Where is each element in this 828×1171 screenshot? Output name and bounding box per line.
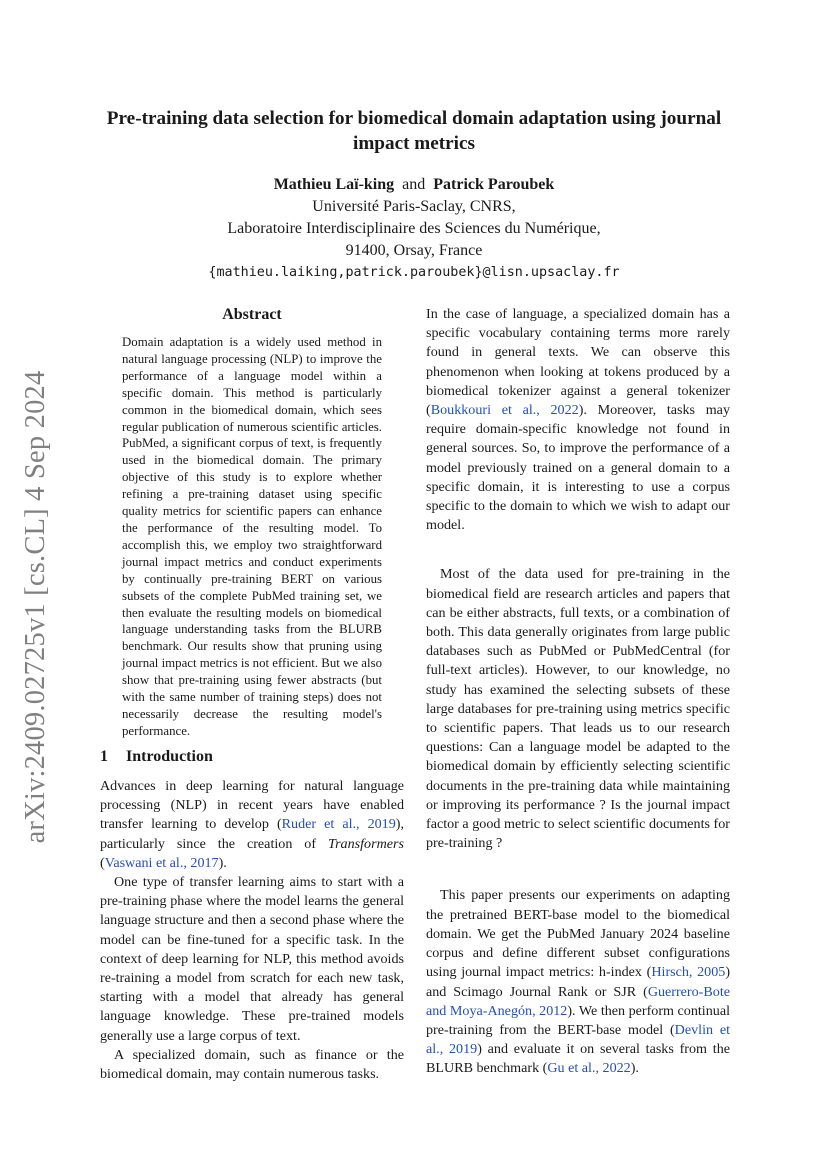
citation-link[interactable]: Ruder et al., 2019 — [281, 816, 396, 833]
intro-paragraph-3: A specialized domain, such as finance or the biomedical domain, may contain numerous tasks. — [100, 1046, 404, 1083]
author-1: Mathieu Laï-king — [273, 176, 395, 193]
author-2: Patrick Paroubek — [433, 176, 555, 193]
abstract-paragraph: Domain adaptation is a widely used method in natural language processing (NLP) to improve the performance of a language model within a specific domain. This method is particularly common in the biomedical domain, which sees regular publication of numerous scientific articles. PubMed, a significant corpus of text, is frequently used in the biomedical domain. The primary objective of this study is to explore whether refining a pre-training dataset using specific quality metrics for scientific papers can enhance the performance of the resulting model. To accomplish this, we employ two straightforward journal impact metrics and conduct experiments by continually pre-training BERT on various subsets of the complete PubMed training set, we then evaluate the resulting models on biomedical language understanding tasks from the BLURB benchmark. Our results show that pruning using journal impact metrics is not efficient. But we also show that pre-training using fewer abstracts (but with the same number of training steps) does not necessarily decrease the resulting model's performance. — [122, 335, 382, 738]
text-run: ) and Scimago Journal Rank or SJR ( — [426, 964, 731, 1000]
author-conjunction: and — [402, 176, 426, 193]
text-run: ). — [218, 854, 227, 871]
right-column — [426, 305, 730, 1079]
section-title: Introduction — [126, 748, 213, 765]
abstract-text — [122, 334, 382, 740]
intro-paragraph-2: One type of transfer learning aims to start with a pre-training phase where the model learns the general language structure and then a second phase where the model can be fine-tuned for a specific task. In the context of deep learning for NLP, this method avoids re-training a model from scratch for each new task, starting with a model that already has general language knowledge. These pre-trained models generally use a large corpus of text. — [100, 874, 404, 1044]
affiliation-line-1: Université Paris-Saclay, CNRS, — [312, 198, 516, 215]
right-paragraph-1 — [426, 305, 730, 535]
citation-link[interactable]: Devlin et al., 2019 — [426, 1021, 730, 1058]
text-run: ). — [630, 1060, 639, 1077]
intro-paragraph-1 — [100, 777, 404, 873]
citation-link[interactable]: Vaswani et al., 2017 — [104, 854, 219, 871]
text-run: Advances in deep learning for natural language processing (NLP) in recent years have enabled transfer learning to develop ( — [100, 778, 404, 833]
introduction-column — [100, 777, 404, 1084]
section-number: 1 — [100, 748, 108, 765]
citation-link[interactable]: Boukkouri et al., 2022 — [430, 402, 579, 419]
text-run: ) and evaluate it on several tasks from the BLURB benchmark ( — [426, 1041, 730, 1077]
text-run: ). Moreover, tasks may require domain-specific knowledge not found in general sources. So, to improve the performance of a model previously trained on a general domain to a specific domain, it is interesting to use a corpus specific to the domain to which we wish to adapt our model. — [426, 402, 730, 534]
section-heading-introduction — [100, 748, 213, 766]
text-run: ). We then perform continual pre-training from the BERT-base model ( — [426, 1002, 730, 1038]
author-names — [90, 174, 738, 196]
emphasis-transformers: Transformers — [328, 835, 404, 852]
text-run: In the case of language, a specialized domain has a specific vocabulary containing terms more rarely found in general texts. We can observe this phenomenon when looking at tokens produced by a biomedical tokenizer against a general tokenizer ( — [426, 306, 730, 419]
citation-link[interactable]: Gu et al., 2022 — [547, 1060, 631, 1077]
arxiv-sidebar — [14, 372, 58, 842]
text-run: ( — [100, 854, 105, 871]
affiliation-line-3: 91400, Orsay, France — [345, 242, 483, 259]
author-emails: {mathieu.laiking,patrick.paroubek}@lisn.upsaclay.fr — [208, 265, 620, 280]
citation-link[interactable]: Guerrero-Bote and Moya-Anegón, 2012 — [426, 983, 730, 1019]
affiliation-line-2: Laboratoire Interdisciplinaire des Sciences du Numérique, — [227, 220, 601, 237]
text-run: ), particularly since the creation of — [100, 816, 404, 852]
paragraph-gap — [426, 853, 730, 886]
abstract-heading: Abstract — [222, 306, 282, 323]
right-paragraph-3 — [426, 886, 730, 1078]
arxiv-identifier: arXiv:2409.02725v1 [cs.CL] 4 Sep 2024 — [20, 370, 51, 844]
text-run: This paper presents our experiments on adapting the pretrained BERT-base model to the biomedical domain. We get the PubMed January 2024 baseline corpus and define different subset configurations using journal impact metrics: h-index ( — [426, 887, 730, 981]
author-block — [90, 174, 738, 284]
right-paragraph-2: Most of the data used for pre-training in the biomedical field are research articles and papers that can be either abstracts, full texts, or a combination of both. This data generally originates from large public databases such as PubMed or PubMedCentral (for full-text articles). However, to our knowledge, no study has examined the selecting subsets of these large databases for pre-training using metrics specific to scientific papers. That leads us to our research questions: Can a language model be adapted to the biomedical domain by efficiently selecting scientific documents in the pre-training data while maintaining or improving its performance ? Is the journal impact factor a good metric to select scientific documents for pre-training ? — [426, 566, 730, 852]
citation-link[interactable]: Hirsch, 2005 — [651, 964, 726, 981]
paper-title: Pre-training data selection for biomedical domain adaptation using journal impact metrics — [106, 108, 722, 154]
paragraph-gap — [426, 535, 730, 565]
